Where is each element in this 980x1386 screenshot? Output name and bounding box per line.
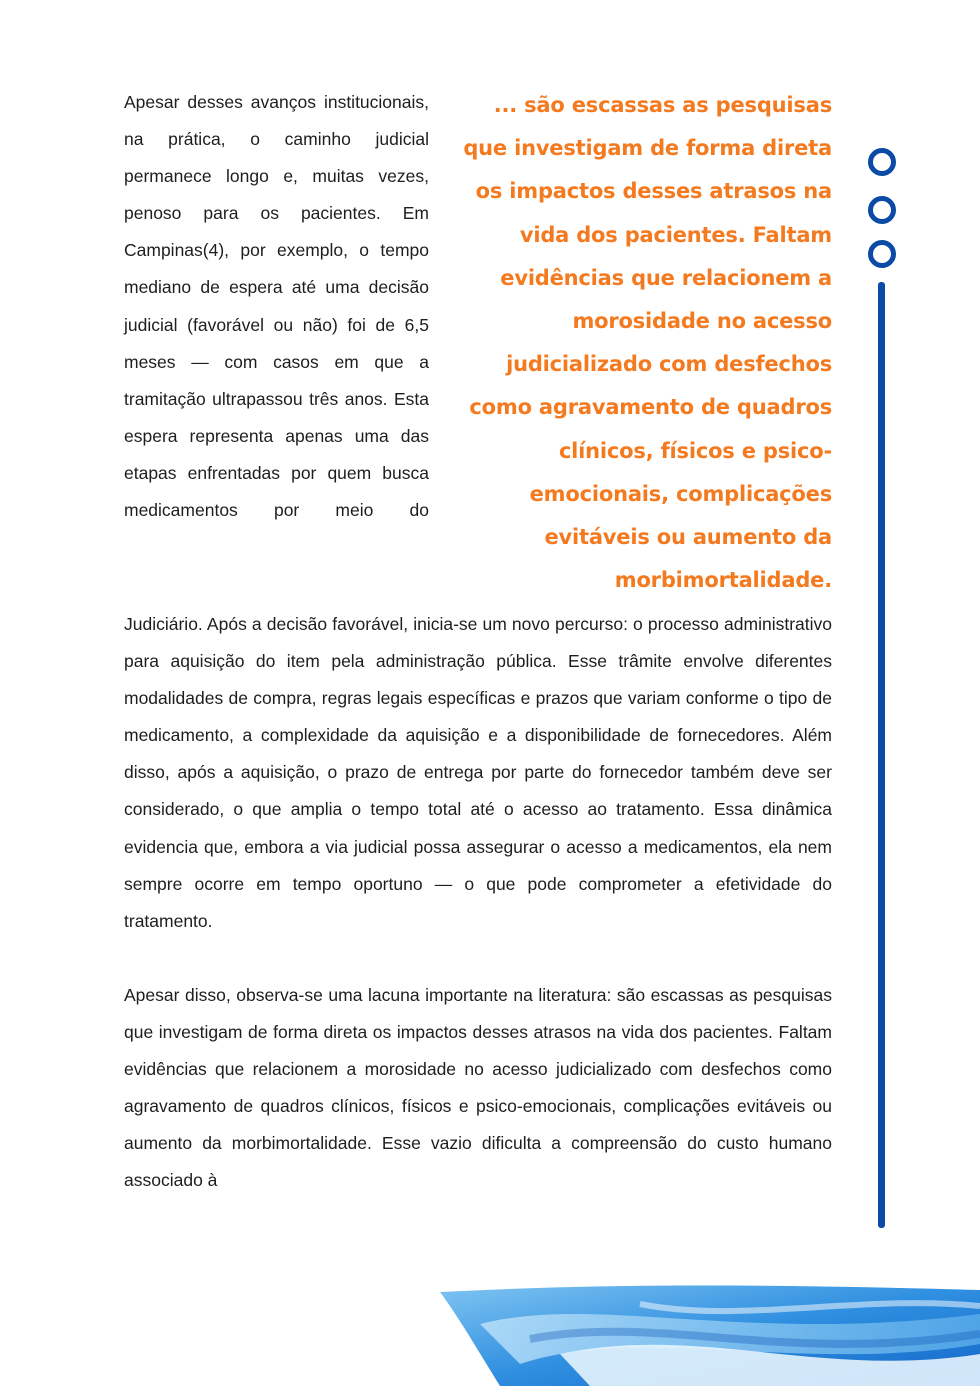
left-column-paragraph: Apesar desses avanços institucionais, na prática, o caminho judicial permanece longo e, muitas vezes, penoso para os pacientes. Em Campinas(4), por exemplo, o tempo mediano de espera até uma decisão judicial (favorável ou não) foi de 6,5 meses — com casos em que a tramitação ultrapassou três anos. Esta espera representa apenas uma das etapas enfrentadas por quem busca medicamentos por meio do <box>124 92 429 521</box>
circle-icon <box>868 196 896 224</box>
body-paragraph-1: Judiciário. Após a decisão favorável, inicia-se um novo percurso: o processo administrativo para aquisição do item pela administração pública. Esse trâmite envolve diferentes modalidades de compra, regras legais específicas e prazos que variam conforme o tipo de medicamento, a complexidade da aquisição e a disponibilidade de fornecedores. Além disso, após a aquisição, o prazo de entrega por parte do fornecedor também deve ser considerado, o que amplia o tempo total até o acesso ao tratamento. Essa dinâmica evidencia que, embora a via judicial possa assegurar o acesso a medicamentos, ela nem sempre ocorre em tempo oportuno — o que pode comprometer a efetividade do tratamento. <box>124 614 832 931</box>
decorative-vertical-line <box>878 282 885 1228</box>
body-text <box>124 606 832 1199</box>
circle-icon <box>868 148 896 176</box>
pull-quote <box>462 84 832 602</box>
circle-icon <box>868 240 896 268</box>
pull-quote-text: ... são escassas as pesquisas que investigam de forma direta os impactos desses atrasos na vida dos pacientes. Faltam evidências que relacionem a morosidade no acesso judicializado com desfechos como agravamento de quadros clínicos, físicos e psico-emocionais, complicações evitáveis ou aumento da morbimortalidade. <box>463 93 832 593</box>
wave-decoration-icon <box>440 1284 980 1386</box>
left-column-text <box>124 84 429 529</box>
body-paragraph-2: Apesar disso, observa-se uma lacuna importante na literatura: são escassas as pesquisas que investigam de forma direta os impactos desses atrasos na vida dos pacientes. Faltam evidências que relacionem a morosidade no acesso judicializado com desfechos como agravamento de quadros clínicos, físicos e psico-emocionais, complicações evitáveis ou aumento da morbimortalidade. Esse vazio dificulta a compreensão do custo humano associado à <box>124 984 832 1191</box>
